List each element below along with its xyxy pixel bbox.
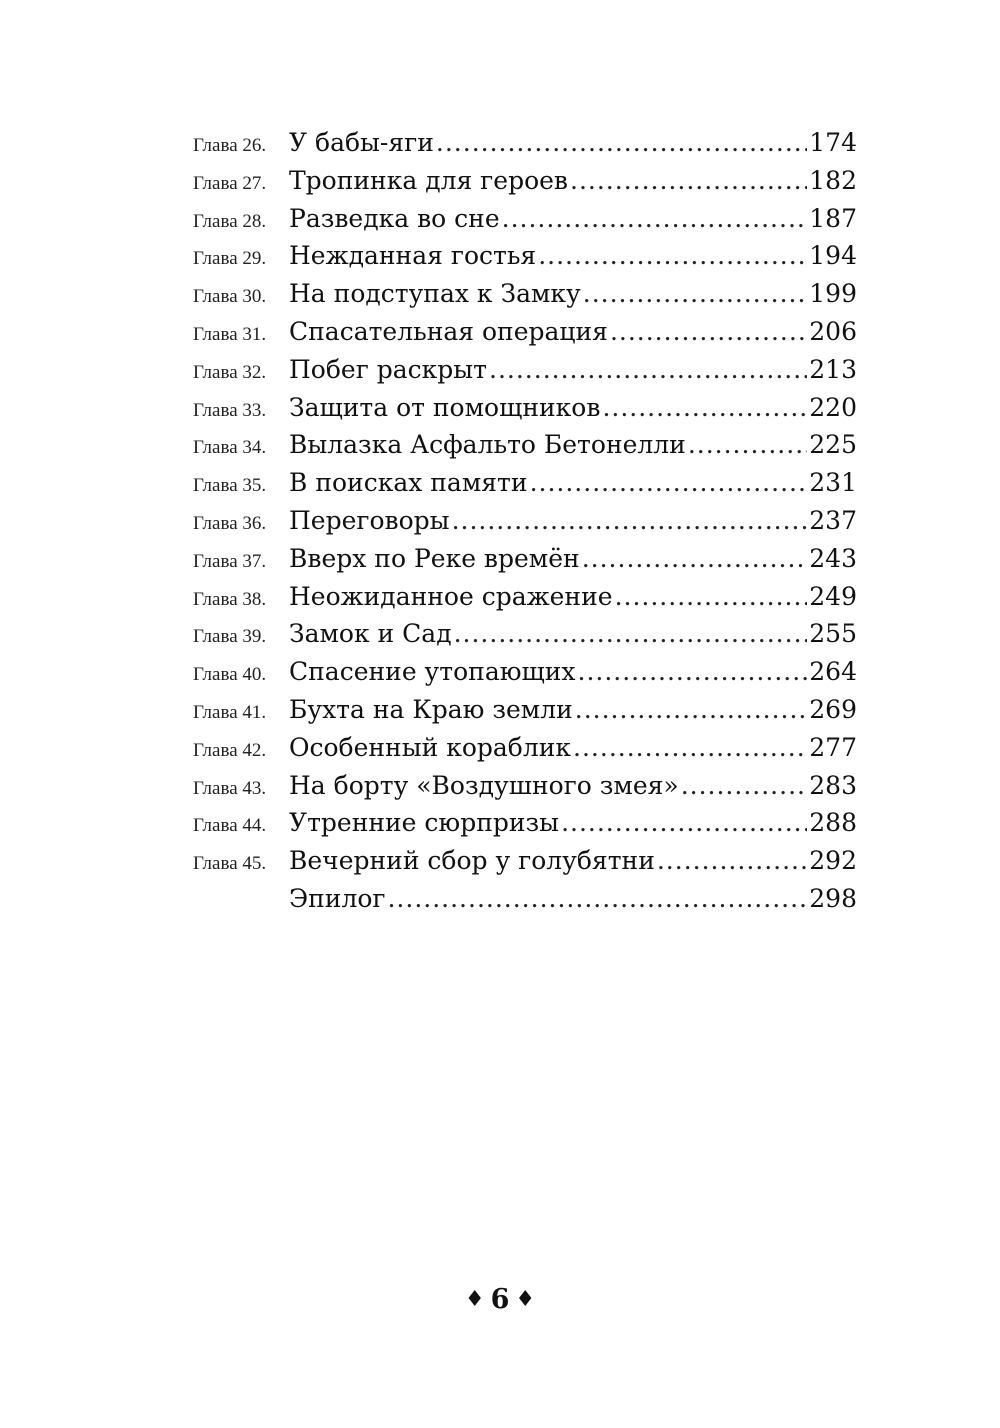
dot-leader [570,162,807,200]
dot-leader [530,464,808,502]
chapter-label: Глава 37. [193,550,267,572]
page-number: 206 [809,316,857,346]
page-number: 182 [809,165,857,195]
page-number: 249 [809,581,857,611]
chapter-title: Эпилог [289,883,386,913]
dot-leader [454,615,808,653]
page-number: 187 [809,203,857,233]
chapter-title: Спасательная операция [289,316,608,346]
toc-entry [193,804,857,842]
chapter-title: Вверх по Реке времён [289,543,580,573]
chapter-label: Глава 28. [193,210,267,232]
chapter-label: Глава 40. [193,664,267,686]
chapter-title: Утренние сюрпризы [289,808,560,838]
dot-leader [561,804,807,842]
toc-entry [193,578,857,616]
page-number: 243 [809,543,857,573]
toc-entry [193,767,857,805]
dot-leader [657,842,807,880]
chapter-label: Глава 30. [193,286,267,308]
chapter-label: Глава 45. [193,853,267,875]
chapter-title: Вечерний сбор у голубятни [289,846,655,876]
page-number: 269 [809,694,857,724]
page-number: 237 [809,505,857,535]
chapter-label: Глава 39. [193,626,267,648]
chapter-label: Глава 33. [193,399,267,421]
toc-entry [193,275,857,313]
dot-leader [681,767,808,805]
chapter-title: Замок и Сад [289,619,452,649]
page-number: 199 [809,279,857,309]
toc-entry [193,691,857,729]
chapter-label: Глава 27. [193,172,267,194]
dot-leader [436,124,807,162]
dot-leader [489,351,807,389]
chapter-label: Глава 32. [193,361,267,383]
page-number: 264 [809,657,857,687]
chapter-title: Бухта на Краю земли [289,694,573,724]
dot-leader [502,200,808,238]
chapter-title: Нежданная гостья [289,241,537,271]
page-number: 298 [809,883,857,913]
chapter-label: Глава 41. [193,701,267,723]
folio-number: 6 [490,1284,510,1315]
chapter-label: Глава 38. [193,588,267,610]
chapter-title: Разведка во сне [289,203,500,233]
page-number: 277 [809,732,857,762]
chapter-title: Особенный кораблик [289,732,572,762]
toc-entry [193,313,857,351]
dot-leader [688,426,807,464]
chapter-title: Спасение утопающих [289,657,576,687]
toc-entry [193,162,857,200]
toc-entry [193,502,857,540]
dot-leader [578,653,808,691]
chapter-title: На борту «Воздушного змея» [289,770,679,800]
toc-entry [193,389,857,427]
chapter-title: У бабы-яги [289,128,434,157]
toc-entry [193,464,857,502]
dot-leader [452,502,808,540]
chapter-title: Побег раскрыт [289,354,488,384]
toc-entry [193,351,857,389]
dot-leader [615,578,808,616]
dot-leader [610,313,807,351]
page-number: 220 [809,392,857,422]
dot-leader [582,540,808,578]
page-number: 288 [809,808,857,838]
page-number: 231 [809,468,857,498]
chapter-label: Глава 35. [193,475,267,497]
dot-leader [538,237,807,275]
diamond-icon: ♦ [464,1286,485,1312]
chapter-label: Глава 29. [193,248,267,270]
toc-entry [193,729,857,767]
chapter-title: В поисках памяти [289,468,528,498]
toc-entry [193,653,857,691]
chapter-title: Вылазка Асфальто Бетонелли [289,430,686,460]
toc-entry [193,426,857,464]
dot-leader [583,275,808,313]
toc-entry [193,540,857,578]
chapter-label: Глава 36. [193,512,267,534]
page-number: 225 [809,430,857,460]
page-number: 194 [809,241,857,271]
page-number: 283 [809,770,857,800]
dot-leader [387,880,807,918]
chapter-title: Переговоры [289,505,450,535]
chapter-label: Глава 42. [193,739,267,761]
chapter-label: Глава 26. [193,135,267,156]
chapter-label: Глава 44. [193,815,267,837]
chapter-label: Глава 34. [193,437,267,459]
page-number: 213 [809,354,857,384]
toc-entry [193,842,857,880]
dot-leader [573,729,807,767]
toc-entry [193,124,857,162]
toc-entry [193,237,857,275]
chapter-title: Неожиданное сражение [289,581,613,611]
chapter-label: Глава 43. [193,777,267,799]
dot-leader [602,389,807,427]
chapter-title: На подступах к Замку [289,279,581,309]
chapter-title: Тропинка для героев [289,165,569,195]
dot-leader [575,691,808,729]
toc-entry [193,615,857,653]
page-number: 255 [809,619,857,649]
diamond-icon: ♦ [515,1286,536,1312]
toc-entry [193,200,857,238]
page-folio [0,1284,1000,1315]
toc-entry-epilogue [193,880,857,918]
chapter-label: Глава 31. [193,323,267,345]
page-number: 292 [809,846,857,876]
table-of-contents [193,124,857,918]
page-number: 174 [809,128,857,157]
chapter-title: Защита от помощников [289,392,601,422]
